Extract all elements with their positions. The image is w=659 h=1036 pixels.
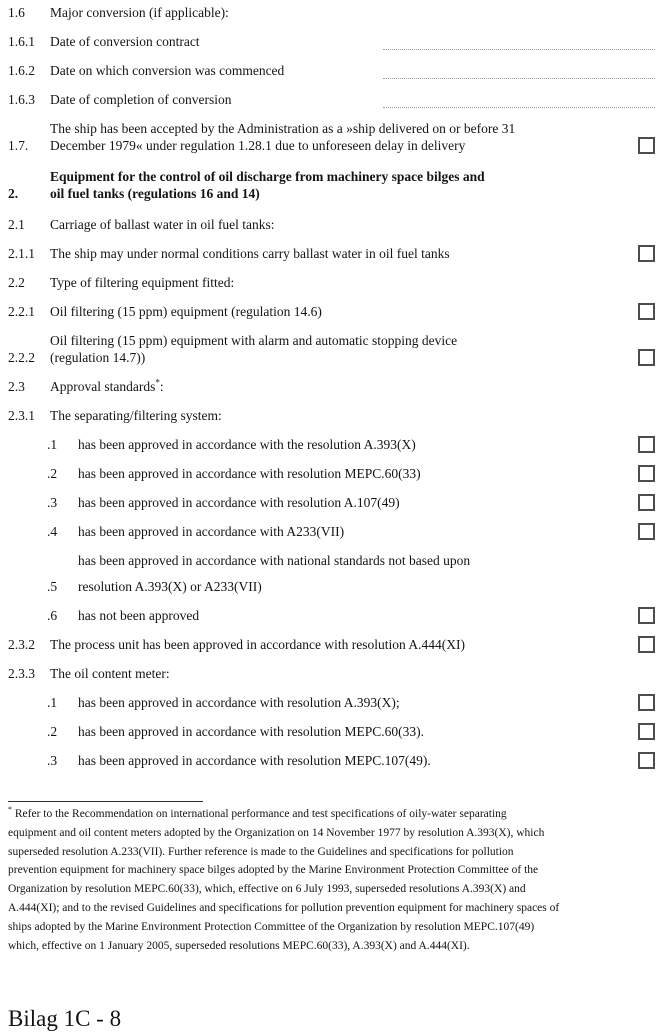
item-text-content: has been approved in accordance with resolution MEPC.60(33) xyxy=(78,466,421,481)
footnote-line xyxy=(8,843,655,862)
form-row xyxy=(8,332,655,366)
item-number: .4 xyxy=(47,524,58,539)
form-body xyxy=(8,4,655,769)
item-text-line xyxy=(50,665,170,682)
item-text xyxy=(78,752,431,769)
form-row xyxy=(8,303,655,320)
item-number: .6 xyxy=(47,608,58,623)
item-text-content: has been approved in accordance with resolution MEPC.60(33). xyxy=(78,724,425,739)
form-row xyxy=(8,407,655,424)
item-text xyxy=(50,274,234,291)
form-row xyxy=(8,723,655,740)
item-number: 2.1 xyxy=(8,217,25,232)
item-text-line xyxy=(50,407,222,424)
item-number: 2.1.1 xyxy=(8,246,35,261)
form-row xyxy=(8,552,655,595)
footnote-line xyxy=(8,861,655,880)
item-number: .3 xyxy=(47,495,58,510)
item-text xyxy=(78,494,400,511)
form-row xyxy=(8,378,655,395)
item-text xyxy=(78,723,424,740)
item-text-line xyxy=(78,723,424,740)
footnote-line xyxy=(8,824,655,843)
item-text-line xyxy=(50,168,485,185)
checkbox[interactable] xyxy=(638,465,655,482)
checkbox[interactable] xyxy=(638,607,655,624)
item-text-line xyxy=(78,752,431,769)
item-number: 1.6 xyxy=(8,5,25,20)
footnote-line-text: superseded resolution A.233(VII). Further reference is made to the Guidelines and specifications for pollution xyxy=(8,845,514,858)
item-number: 2.2 xyxy=(8,275,25,290)
form-row xyxy=(8,4,655,21)
item-text-content: Oil filtering (15 ppm) equipment (regulation 14.6) xyxy=(50,304,322,319)
item-text-content: The process unit has been approved in accordance with resolution A.444(XI) xyxy=(50,637,465,652)
item-text-line xyxy=(50,349,457,366)
item-text-content: Type of filtering equipment fitted: xyxy=(50,275,235,290)
item-number: 2.3.2 xyxy=(8,637,35,652)
footnote-line xyxy=(8,918,655,937)
checkbox[interactable] xyxy=(638,349,655,366)
item-text-line xyxy=(50,91,231,108)
form-row xyxy=(8,523,655,540)
checkbox[interactable] xyxy=(638,494,655,511)
checkbox[interactable] xyxy=(638,436,655,453)
item-text-line xyxy=(78,523,344,540)
item-text xyxy=(50,91,231,108)
footnote-line-text: A.444(XI); and to the revised Guidelines and specifications for pollution prevention equipment for machinery spaces of xyxy=(8,901,560,914)
item-number: 2.3.1 xyxy=(8,408,35,423)
item-text-line: Approval standards*: xyxy=(50,377,164,394)
item-text-content: Approval standards xyxy=(50,379,156,394)
item-text-content: The oil content meter: xyxy=(50,666,170,681)
item-number: .2 xyxy=(47,466,58,481)
checkbox[interactable] xyxy=(638,752,655,769)
item-text-line xyxy=(50,33,200,50)
item-text xyxy=(50,665,170,682)
item-text-line xyxy=(50,62,284,79)
footnote-reference-marker: * xyxy=(155,377,160,388)
item-text-line xyxy=(50,216,275,233)
form-row xyxy=(8,245,655,262)
item-number: 2.2.1 xyxy=(8,304,35,319)
item-text-content: Oil filtering (15 ppm) equipment with alarm and automatic stopping device xyxy=(50,333,458,348)
item-text xyxy=(50,33,200,50)
checkbox[interactable] xyxy=(638,636,655,653)
item-number: 2.2.2 xyxy=(8,350,35,365)
checkbox[interactable] xyxy=(638,303,655,320)
form-row xyxy=(8,636,655,653)
item-number: 2.3.3 xyxy=(8,666,35,681)
item-text-content: resolution A.393(X) or A233(VII) xyxy=(78,579,262,594)
item-text-content: has been approved in accordance with resolution MEPC.107(49). xyxy=(78,753,431,768)
item-number: .5 xyxy=(47,579,58,594)
footnote-line xyxy=(8,805,655,824)
item-number: .3 xyxy=(47,753,58,768)
item-text-line xyxy=(78,494,400,511)
item-text-content: Date of completion of conversion xyxy=(50,92,232,107)
item-text xyxy=(50,378,164,395)
item-text xyxy=(50,120,515,154)
item-text xyxy=(50,216,275,233)
form-row xyxy=(8,436,655,453)
form-row xyxy=(8,216,655,233)
item-text xyxy=(50,245,450,262)
section-heading-row xyxy=(8,168,655,202)
item-number: 1.6.2 xyxy=(8,63,35,78)
item-text-content: has been approved in accordance with A233(VII) xyxy=(78,524,345,539)
item-text-content: has been approved in accordance with national standards not based upon xyxy=(78,553,471,568)
checkbox[interactable] xyxy=(638,523,655,540)
item-text xyxy=(78,694,400,711)
item-text-content: has been approved in accordance with resolution A.393(X); xyxy=(78,695,400,710)
item-text-content: oil fuel tanks (regulations 16 and 14) xyxy=(50,186,260,201)
form-row xyxy=(8,694,655,711)
item-text xyxy=(50,62,284,79)
item-text xyxy=(78,607,199,624)
item-number: 1.6.1 xyxy=(8,34,35,49)
item-text xyxy=(50,332,457,366)
form-row xyxy=(8,607,655,624)
form-row xyxy=(8,120,655,154)
footnote-line-text: Organization by resolution MEPC.60(33), which, effective on 6 July 1993, superseded resolutions A.393(X) and xyxy=(8,883,526,896)
footnote-line-text: which, effective on 1 January 2005, superseded resolutions MEPC.60(33), A.393(X) and A.444(XI). xyxy=(8,939,470,952)
item-text-content: (regulation 14.7)) xyxy=(50,350,146,365)
form-row xyxy=(8,665,655,682)
item-text-content: Equipment for the control of oil discharge from machinery space bilges and xyxy=(50,169,485,184)
item-text-content: has been approved in accordance with the resolution A.393(X) xyxy=(78,437,416,452)
item-text-line xyxy=(78,578,470,595)
item-number: .1 xyxy=(47,695,58,710)
item-text-line xyxy=(50,636,465,653)
item-text xyxy=(50,407,222,424)
item-text xyxy=(50,303,322,320)
form-row xyxy=(8,62,655,79)
footnote-line-text: Refer to the Recommendation on international performance and test specifications of oily-water separating xyxy=(14,808,507,820)
checkbox[interactable] xyxy=(638,694,655,711)
checkbox[interactable] xyxy=(638,245,655,262)
item-number: .1 xyxy=(47,437,58,452)
item-text-content: Major conversion (if applicable): xyxy=(50,5,229,20)
item-text-line xyxy=(50,137,515,154)
item-text-line xyxy=(50,303,322,320)
item-text-content: has been approved in accordance with resolution A.107(49) xyxy=(78,495,400,510)
fill-in-line[interactable] xyxy=(383,35,655,50)
item-text-content: has not been approved xyxy=(78,608,200,623)
footnote-line-text: ships adopted by the Marine Environment Protection Committee of the Organization by resolution MEPC.107(49) xyxy=(8,920,535,933)
item-text xyxy=(78,523,344,540)
item-text-line xyxy=(78,465,421,482)
item-text-line xyxy=(50,4,229,21)
item-text-line xyxy=(50,245,450,262)
footnote-line xyxy=(8,937,655,956)
form-row xyxy=(8,494,655,511)
item-text-line xyxy=(50,274,234,291)
checkbox[interactable] xyxy=(638,137,655,154)
form-row xyxy=(8,91,655,108)
item-text-line xyxy=(78,552,470,569)
item-number: 1.6.3 xyxy=(8,92,35,107)
footnote-marker: * xyxy=(8,805,12,815)
item-text-content: Carriage of ballast water in oil fuel tanks: xyxy=(50,217,275,232)
item-text-content: Date on which conversion was commenced xyxy=(50,63,285,78)
item-text-content: Date of conversion contract xyxy=(50,34,200,49)
form-row xyxy=(8,465,655,482)
item-text-line xyxy=(78,694,400,711)
item-text-line xyxy=(50,185,485,202)
item-text-content: The separating/filtering system: xyxy=(50,408,222,423)
item-text xyxy=(50,4,229,21)
checkbox[interactable] xyxy=(638,723,655,740)
item-text-line xyxy=(78,607,199,624)
footnote-line xyxy=(8,899,655,918)
item-text-line xyxy=(78,436,416,453)
item-number: 2. xyxy=(8,186,19,201)
footnote-line-text: equipment and oil content meters adopted by the Organization on 14 November 1977 by resolution A.393(X), which xyxy=(8,826,545,839)
form-row xyxy=(8,274,655,291)
item-text-content: December 1979« under regulation 1.28.1 due to unforeseen delay in delivery xyxy=(50,138,466,153)
footnote-line-text: prevention equipment for machinery space bilges adopted by the Marine Environment Protection Committee of the xyxy=(8,864,539,877)
item-text xyxy=(50,168,485,202)
item-number: 2.3 xyxy=(8,379,25,394)
footnote xyxy=(8,801,655,955)
page-footer-label: Bilag 1C - 8 xyxy=(8,1006,122,1031)
footnote-text xyxy=(8,805,655,955)
item-text xyxy=(78,465,421,482)
item-text-line xyxy=(50,332,457,349)
item-text-content: The ship has been accepted by the Administration as a »ship delivered on or before 31 xyxy=(50,121,516,136)
fill-in-line[interactable] xyxy=(383,93,655,108)
fill-in-line[interactable] xyxy=(383,64,655,79)
form-row xyxy=(8,33,655,50)
footnote-separator xyxy=(8,801,203,802)
footnote-line xyxy=(8,880,655,899)
form-row xyxy=(8,752,655,769)
item-text xyxy=(78,436,416,453)
item-text xyxy=(78,552,470,595)
item-text-line xyxy=(50,120,515,137)
item-text xyxy=(50,636,465,653)
item-text-content: The ship may under normal conditions carry ballast water in oil fuel tanks xyxy=(50,246,450,261)
item-number: .2 xyxy=(47,724,58,739)
item-number: 1.7. xyxy=(8,138,29,153)
